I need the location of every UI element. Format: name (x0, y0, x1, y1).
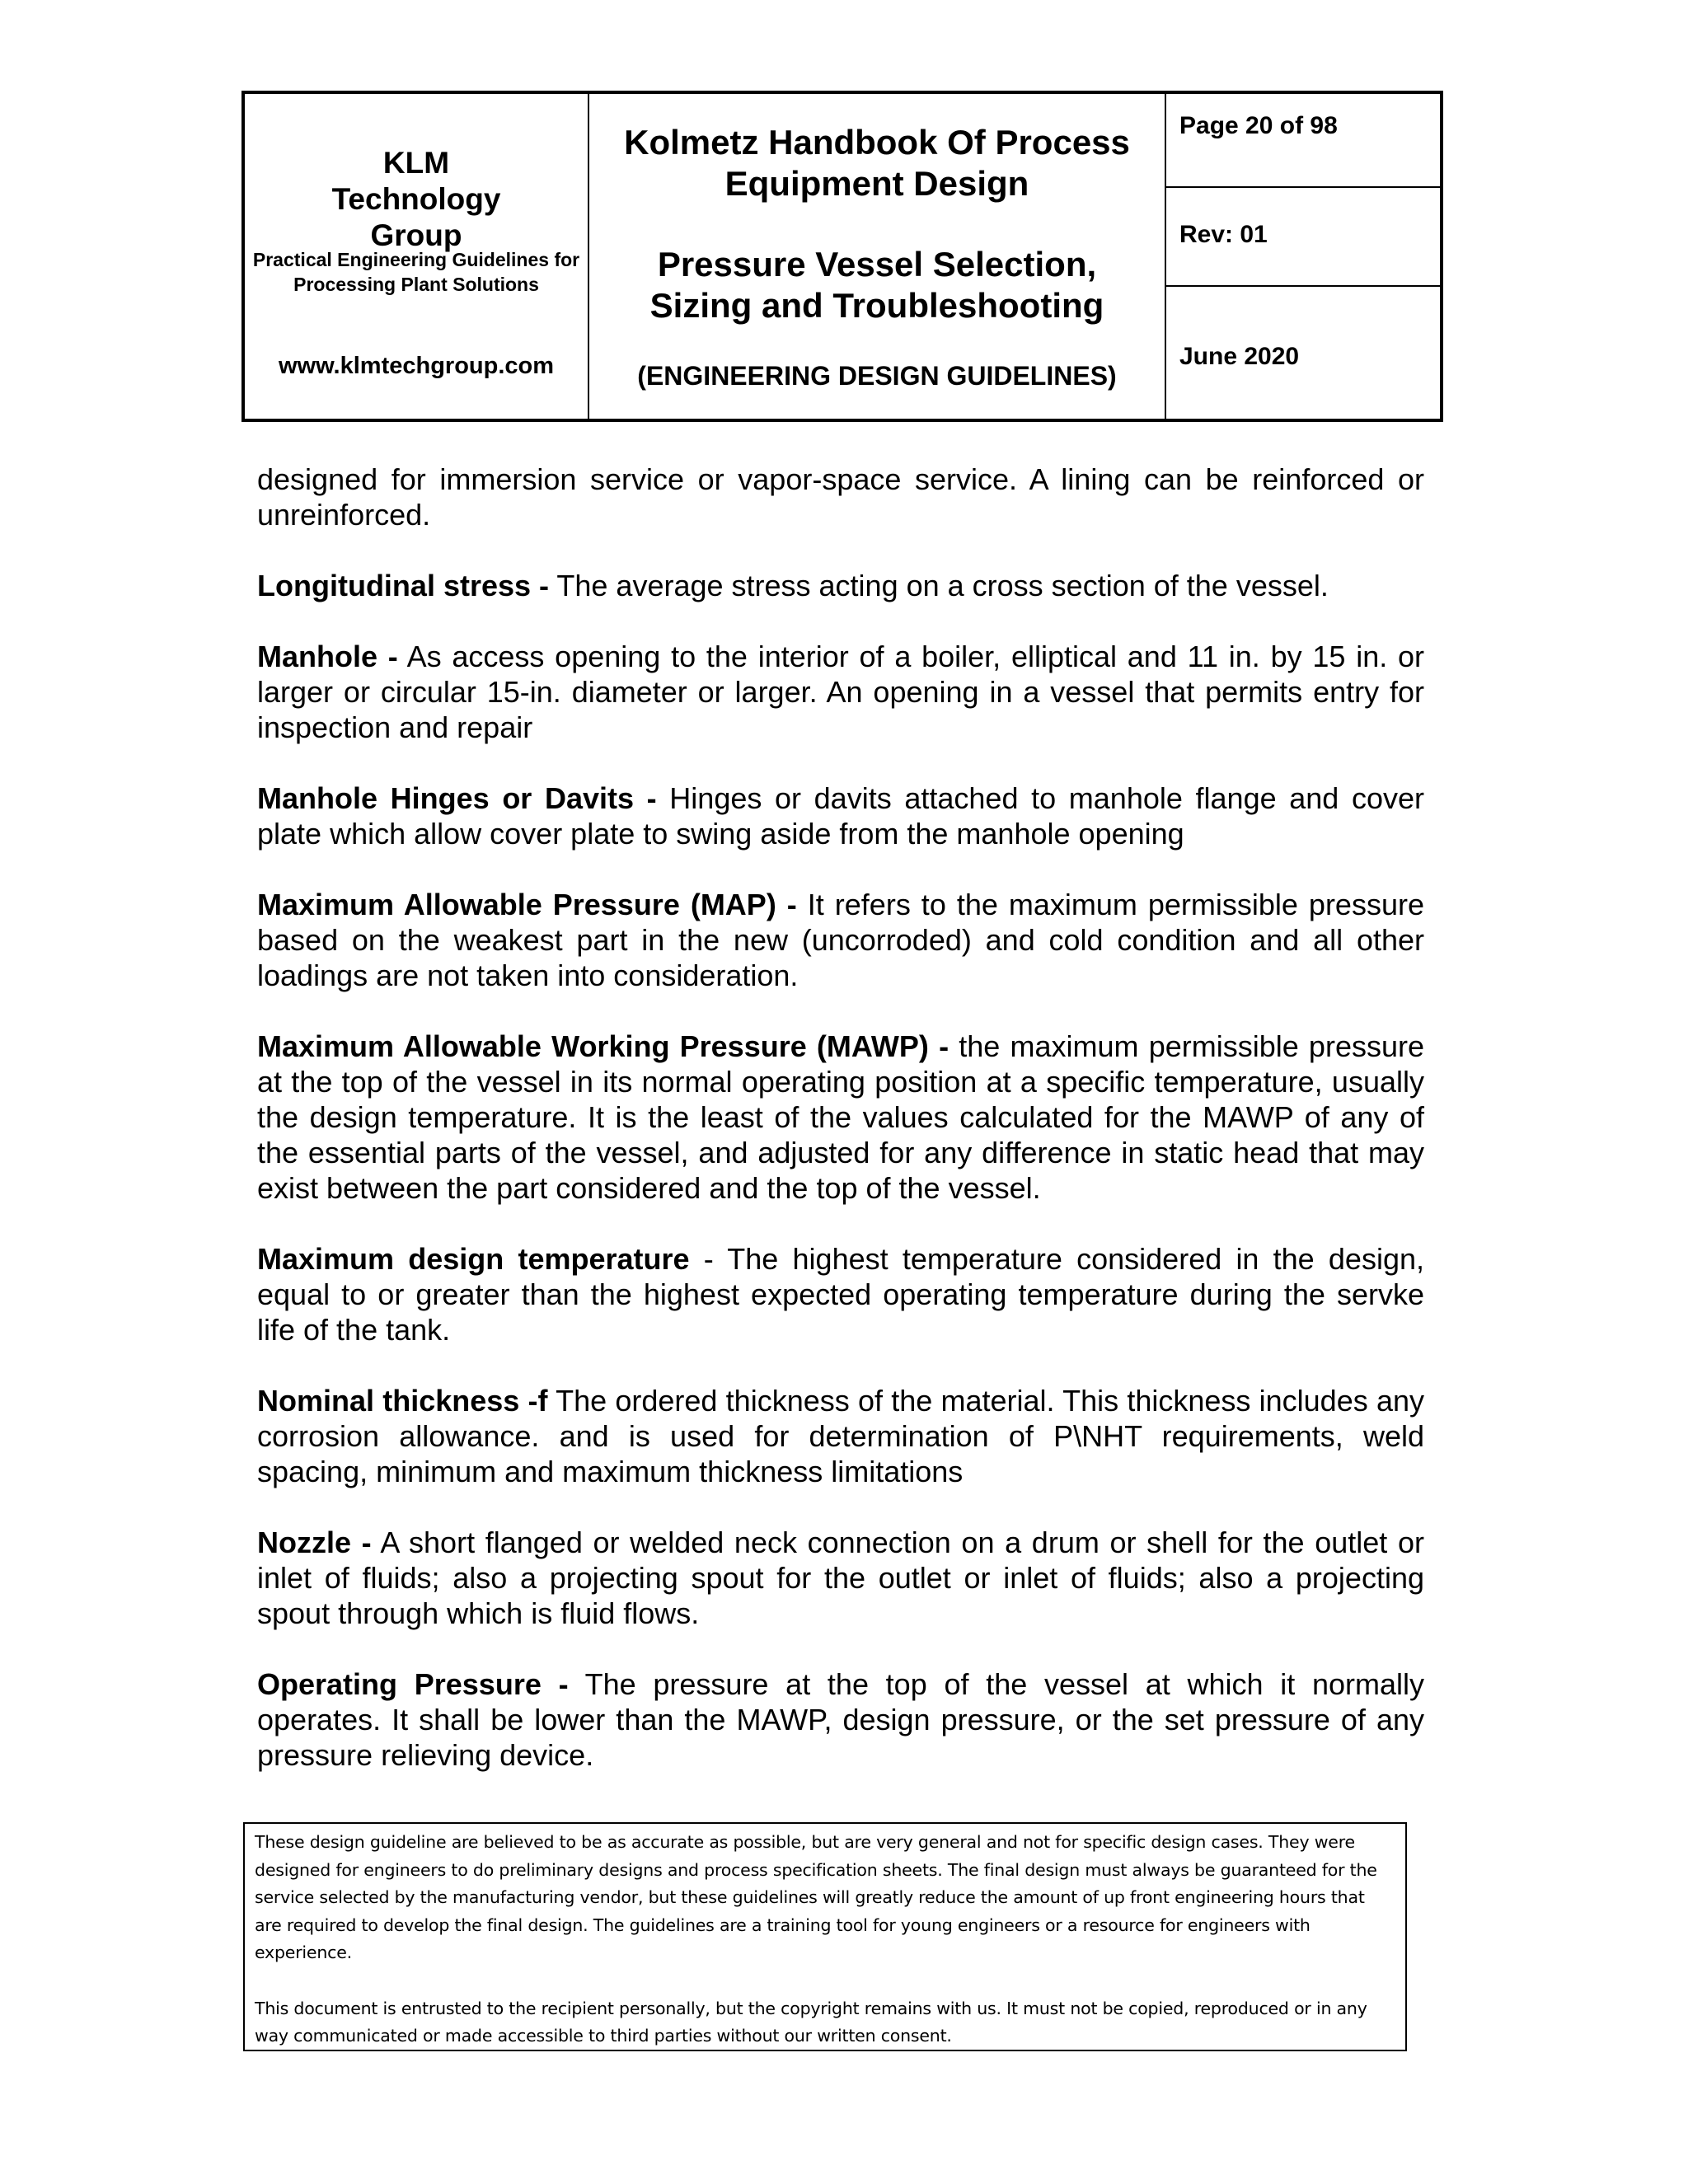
definition-term: Maximum Allowable Working Pressure (MAWP) - (257, 1029, 950, 1063)
definition (257, 1383, 1424, 1489)
document-title: Pressure Vessel Selection, Sizing and Troubleshooting (649, 245, 1104, 325)
definition-text: It refers to the maximum permissible pressure based on the weakest part in the new (uncorroded) and cold condition and all other loadings are not taken into consideration. (257, 888, 1424, 992)
company-website: www.klmtechgroup.com (278, 353, 555, 379)
definition (257, 639, 1424, 745)
handbook-title: Kolmetz Handbook Of Process Equipment Design (624, 123, 1130, 203)
definition-text: Hinges or davits attached to manhole flange and cover plate which allow cover plate to swing aside from the manhole opening (257, 781, 1424, 851)
document-header (241, 91, 1443, 422)
definition-text: A short flanged or welded neck connection on a drum or shell for the outlet or inlet of fluids; also a projecting spout for the outlet or inlet of fluids; also a projecting spout through which is fluid flows. (257, 1526, 1424, 1630)
disclaimer-box (243, 1822, 1407, 2051)
definition-term: Manhole - (257, 640, 398, 673)
definition-term: Maximum design temperature (257, 1242, 690, 1276)
continued-paragraph: designed for immersion service or vapor-space service. A lining can be reinforced or unreinforced. (257, 462, 1424, 532)
company-name: KLM Technology Group (331, 146, 501, 252)
page-number: Page 20 of 98 (1166, 94, 1440, 188)
definition (257, 1666, 1424, 1773)
definition (257, 780, 1424, 851)
definition (257, 1241, 1424, 1347)
definition (257, 1029, 1424, 1206)
definition-term: Manhole Hinges or Davits - (257, 781, 657, 815)
definition-term: Nominal thickness -f (257, 1384, 548, 1418)
disclaimer-accuracy: These design guideline are believed to be as accurate as possible, but are very general and not for specific design cases. They were designed for engineers to do preliminary designs and process specification sheets. The final design must always be guaranteed for the service selected by the manufacturing vendor, but these guidelines will greatly reduce the amount of up front engineering hours that are required to develop the final design. The guidelines are a training tool for young engineers or a resource for engineers with experience. (255, 1832, 1377, 1962)
disclaimer-copyright: This document is entrusted to the recipient personally, but the copyright remains with us. It must not be copied, reproduced or in any way communicated or made accessible to third parties without our written consent. (255, 1998, 1367, 2046)
page-body (257, 462, 1424, 1773)
document-subtitle: (ENGINEERING DESIGN GUIDELINES) (637, 361, 1117, 391)
definition-text: the maximum permissible pressure at the top of the vessel in its normal operating position at a specific temperature, usually the design temperature. It is the least of the values calculated for the MAWP of any of the essential parts of the vessel, and adjusted for any difference in static head that may exist between the part considered and the top of the vessel. (257, 1029, 1424, 1205)
meta-cell (1166, 94, 1440, 419)
definition-term: Operating Pressure - (257, 1667, 569, 1701)
title-cell (589, 94, 1166, 419)
company-cell (245, 94, 589, 419)
definition-text: The ordered thickness of the material. This thickness includes any corrosion allowance. and is used for determination of P\NHT requirements, weld spacing, minimum and maximum thickness limitations (257, 1384, 1424, 1488)
definition-term: Nozzle - (257, 1526, 372, 1559)
definition-term: Maximum Allowable Pressure (MAP) - (257, 888, 797, 921)
definition (257, 887, 1424, 993)
definition-term: Longitudinal stress - (257, 569, 550, 602)
revision: Rev: 01 (1166, 188, 1440, 287)
definition (257, 568, 1424, 603)
definition-text: The pressure at the top of the vessel at which it normally operates. It shall be lower than the MAWP, design pressure, or the set pressure of any pressure relieving device. (257, 1667, 1424, 1772)
company-tagline: Practical Engineering Guidelines for Processing Plant Solutions (252, 249, 580, 295)
definition-text: As access opening to the interior of a boiler, elliptical and 11 in. by 15 in. or larger or circular 15-in. diameter or larger. An opening in a vessel that permits entry for inspection and repair (257, 640, 1424, 744)
document-date: June 2020 (1179, 343, 1300, 370)
definition (257, 1525, 1424, 1631)
definition-text: The average stress acting on a cross section of the vessel. (549, 569, 1329, 602)
definition-text: - The highest temperature considered in the design, equal to or greater than the highest expected operating temperature during the servke life of the tank. (257, 1242, 1424, 1347)
